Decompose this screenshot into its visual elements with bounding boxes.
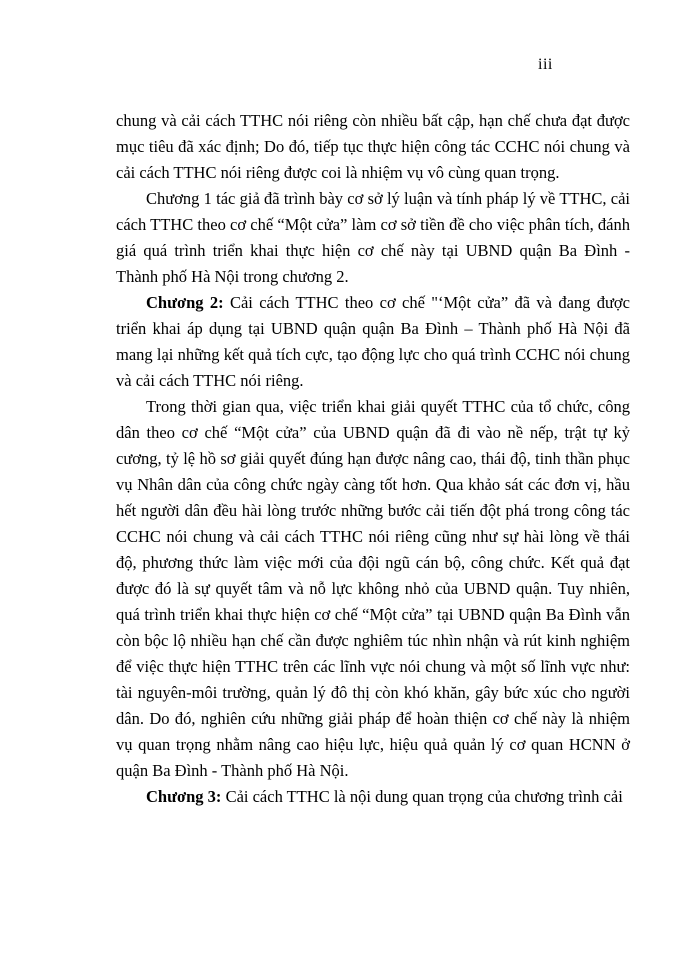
paragraph-text: Cải cách TTHC theo cơ chế "‘Một cửa” đã và đang được triển khai áp dụng tại UBND quận quận Ba Đình – Thành phố Hà Nội đã mang lại những kết quả tích cực, tạo động lực cho quá trình CCHC nói chung và cải cách TTHC nói riêng.	[116, 293, 630, 390]
paragraph-text: Chương 1 tác giả đã trình bày cơ sở lý luận và tính pháp lý về TTHC, cải cách TTHC theo cơ chế “Một cửa” làm cơ sở tiền đề cho việc phân tích, đánh giá quá trình triển khai thực hiện cơ chế này tại UBND quận Ba Đình - Thành phố Hà Nội trong chương 2.	[116, 189, 630, 286]
page-number: iii	[538, 56, 553, 73]
paragraph-chapter-1-summary	[116, 186, 630, 290]
paragraph-chapter-2-summary	[116, 290, 630, 394]
paragraph-text: Cải cách TTHC là nội dung quan trọng của chương trình cải	[221, 787, 623, 806]
paragraph-text: chung và cải cách TTHC nói riêng còn nhiều bất cập, hạn chế chưa đạt được mục tiêu đã xác định; Do đó, tiếp tục thực hiện công tác CCHC nói chung và cải cách TTHC nói riêng được coi là nhiệm vụ vô cùng quan trọng.	[116, 111, 630, 182]
paragraph-chapter-3-summary	[116, 784, 630, 810]
chapter-2-heading: Chương 2:	[146, 293, 224, 312]
paragraph-continuation	[116, 108, 630, 186]
paragraph-assessment	[116, 394, 630, 784]
chapter-3-heading: Chương 3:	[146, 787, 222, 806]
paragraph-text: Trong thời gian qua, việc triển khai giải quyết TTHC của tổ chức, công dân theo cơ chế “Một cửa” của UBND quận đã đi vào nề nếp, trật tự kỷ cương, tỷ lệ hồ sơ giải quyết đúng hạn được nâng cao, thái độ, tinh thần phục vụ Nhân dân của công chức ngày càng tốt hơn. Qua khảo sát các đơn vị, hầu hết người dân đều hài lòng trước những bước cải tiến đột phá trong công tác CCHC nói chung và cải cách TTHC nói riêng cũng như sự hài lòng về thái độ, phương thức làm việc mới của đội ngũ cán bộ, công chức. Kết quả đạt được đó là sự quyết tâm và nỗ lực không nhỏ của UBND quận. Tuy nhiên, quá trình triển khai thực hiện cơ chế “Một cửa” tại UBND quận Ba Đình vẫn còn bộc lộ nhiều hạn chế cần được nghiêm túc nhìn nhận và rút kinh nghiệm để việc thực hiện TTHC trên các lĩnh vực nói chung và một số lĩnh vực như: tài nguyên-môi trường, quản lý đô thị còn khó khăn, gây bức xúc cho người dân. Do đó, nghiên cứu những giải pháp để hoàn thiện cơ chế này là nhiệm vụ quan trọng nhằm nâng cao hiệu lực, hiệu quả quản lý cơ quan HCNN ở quận Ba Đình - Thành phố Hà Nội.	[116, 397, 630, 780]
document-body	[116, 108, 630, 810]
